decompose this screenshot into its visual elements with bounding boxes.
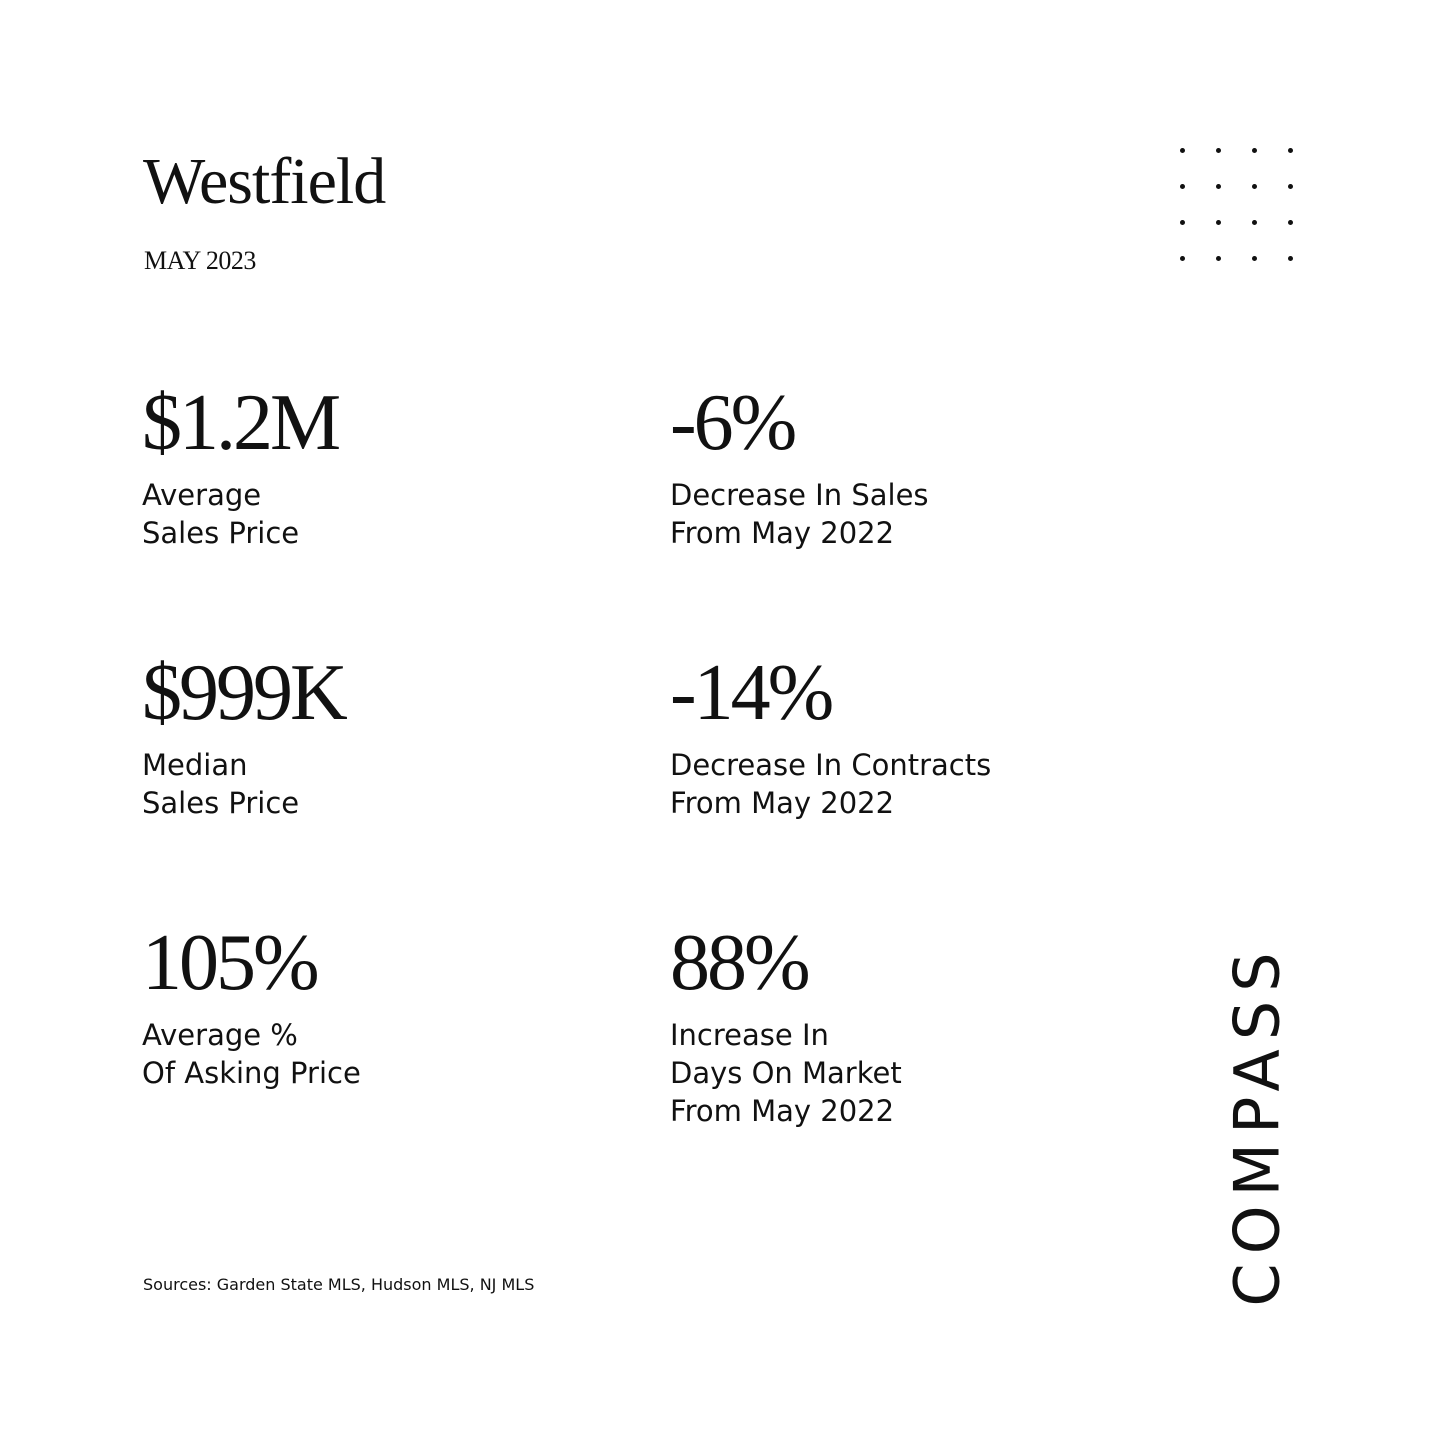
logo-text: COMPASS: [1220, 943, 1294, 1307]
stat-label: Increase In Days On Market From May 2022: [670, 1018, 902, 1128]
stat-median-sales-price: [142, 650, 602, 822]
dot: [1216, 184, 1221, 189]
stat-value: $1.2M: [142, 379, 339, 467]
stat-value: -14%: [670, 649, 832, 737]
dot: [1252, 184, 1257, 189]
dot: [1216, 256, 1221, 261]
dot: [1180, 256, 1185, 261]
compass-logo: [1202, 943, 1312, 1307]
dot: [1288, 184, 1293, 189]
stat-contracts-change: [670, 650, 1130, 822]
stat-value: 105%: [142, 919, 317, 1007]
dot: [1180, 148, 1185, 153]
stat-value: 88%: [670, 919, 808, 1007]
page-title: Westfield: [143, 145, 386, 218]
stat-value: -6%: [670, 379, 795, 467]
report-period: MAY 2023: [144, 246, 256, 275]
stat-average-sales-price: [142, 380, 602, 552]
dot: [1252, 220, 1257, 225]
dot: [1252, 148, 1257, 153]
stat-label: Decrease In Contracts From May 2022: [670, 748, 992, 820]
dot: [1180, 184, 1185, 189]
stat-value: $999K: [142, 649, 345, 737]
stat-sales-change: [670, 380, 1130, 552]
stat-days-on-market: [670, 920, 1130, 1130]
dot: [1180, 220, 1185, 225]
stat-label: Decrease In Sales From May 2022: [670, 478, 929, 550]
dot: [1288, 256, 1293, 261]
stat-label: Median Sales Price: [142, 748, 300, 820]
stat-label: Average % Of Asking Price: [142, 1018, 361, 1090]
dot-grid-icon: [1172, 142, 1304, 268]
dot: [1216, 148, 1221, 153]
dot: [1288, 220, 1293, 225]
dot: [1252, 256, 1257, 261]
stat-label: Average Sales Price: [142, 478, 300, 550]
dot: [1216, 220, 1221, 225]
stat-asking-price-ratio: [142, 920, 602, 1092]
dot: [1288, 148, 1293, 153]
sources-note: Sources: Garden State MLS, Hudson MLS, NJ MLS: [143, 1275, 535, 1294]
